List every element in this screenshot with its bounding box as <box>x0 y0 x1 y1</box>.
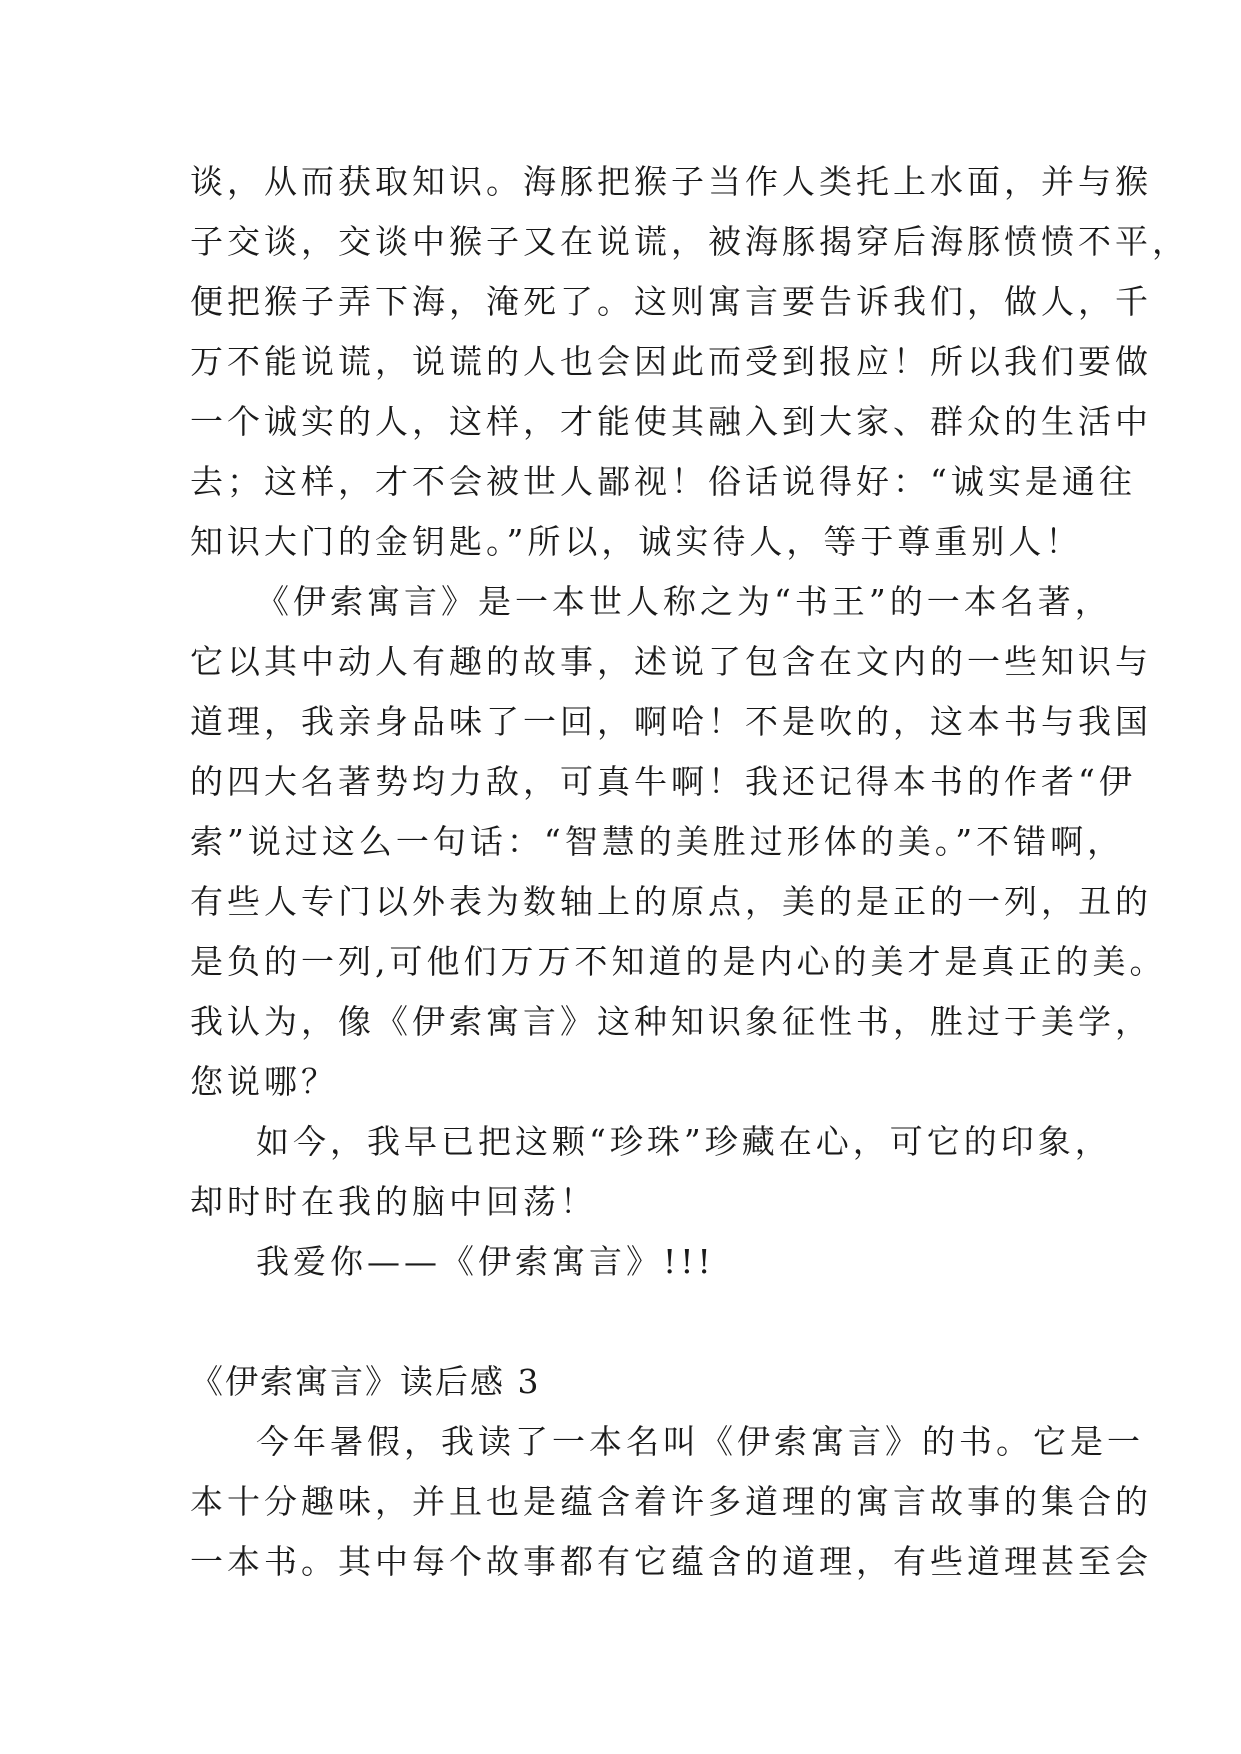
text-line: 是负的一列,可他们万万不知道的是内心的美才是真正的美。 <box>190 942 1167 981</box>
paragraph-book-praise <box>190 572 1167 1112</box>
text-line: 您说哪？ <box>190 1062 338 1101</box>
text-line: 如今，我早已把这颗“珍珠”珍藏在心，可它的印象， <box>256 1122 1112 1161</box>
text-line: 谈，从而获取知识。海豚把猴子当作人类托上水面，并与猴 <box>190 162 1152 201</box>
text-line: 《伊索寓言》是一本世人称之为“书王”的一本名著， <box>256 582 1112 621</box>
text-line: 子交谈，交谈中猴子又在说谎，被海豚揭穿后海豚愤愤不平， <box>190 222 1189 261</box>
text-line: 索”说过这么一句话：“智慧的美胜过形体的美。”不错啊， <box>190 822 1125 861</box>
paragraph-summer-reading <box>190 1412 1152 1592</box>
text-line: 的四大名著势均力敌，可真牛啊！我还记得本书的作者“伊 <box>190 762 1136 801</box>
text-line: 今年暑假，我读了一本名叫《伊索寓言》的书。它是一 <box>256 1422 1144 1461</box>
text-line: 却时时在我的脑中回荡！ <box>190 1182 597 1221</box>
text-line: 我爱你——《伊索寓言》!!! <box>256 1242 715 1281</box>
paragraph-continued <box>190 152 1189 572</box>
text-line: 一个诚实的人，这样，才能使其融入到大家、群众的生活中 <box>190 402 1152 441</box>
text-line: 去；这样，才不会被世人鄙视！俗话说得好：“诚实是通往 <box>190 462 1136 501</box>
text-line: 万不能说谎，说谎的人也会因此而受到报应！所以我们要做 <box>190 342 1152 381</box>
text-line: 它以其中动人有趣的故事，述说了包含在文内的一些知识与 <box>190 642 1152 681</box>
text-line: 有些人专门以外表为数轴上的原点，美的是正的一列，丑的 <box>190 882 1152 921</box>
section-heading: 《伊索寓言》读后感 3 <box>190 1362 541 1401</box>
paragraph-pearl <box>190 1112 1112 1232</box>
paragraph-closing <box>190 1232 1060 1292</box>
text-line: 知识大门的金钥匙。”所以，诚实待人，等于尊重别人！ <box>190 522 1083 561</box>
text-line: 便把猴子弄下海，淹死了。这则寓言要告诉我们，做人，千 <box>190 282 1152 321</box>
text-line: 我认为，像《伊索寓言》这种知识象征性书，胜过于美学， <box>190 1002 1152 1041</box>
text-line: 道理，我亲身品味了一回，啊哈！不是吹的，这本书与我国 <box>190 702 1152 741</box>
section-spacer <box>190 1292 1060 1352</box>
text-line: 一本书。其中每个故事都有它蕴含的道理，有些道理甚至会 <box>190 1542 1152 1581</box>
document-body <box>190 152 1189 1592</box>
text-line: 本十分趣味，并且也是蕴含着许多道理的寓言故事的集合的 <box>190 1482 1152 1521</box>
